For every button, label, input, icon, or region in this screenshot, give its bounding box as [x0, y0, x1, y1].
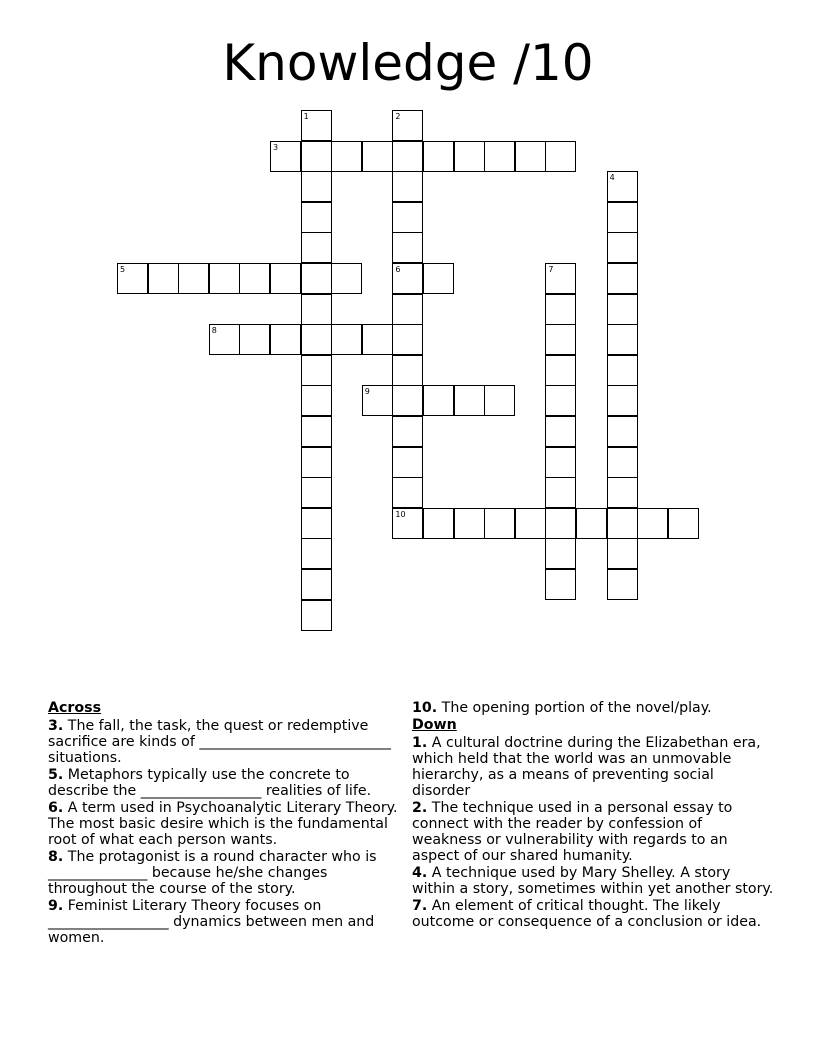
clue-text: A cultural doctrine during the Elizabethan era, which held that the world was an unmovable hierarchy, as a means of preventing social disorder: [412, 735, 761, 799]
clue-text: The technique used in a personal essay to connect with the reader by confession of weakness or vulnerability with regards to an aspect of our shared humanity.: [412, 800, 733, 864]
cell-number: 7: [548, 265, 554, 274]
grid-cell[interactable]: [239, 324, 270, 355]
clue-down-1: [412, 735, 774, 799]
grid-cell[interactable]: [607, 385, 638, 416]
clue-number: 8.: [48, 849, 64, 865]
grid-cell[interactable]: [607, 477, 638, 508]
clue-text: The opening portion of the novel/play.: [441, 700, 712, 716]
grid-cell[interactable]: [515, 508, 546, 539]
grid-cell[interactable]: [607, 171, 638, 202]
cell-number: 5: [120, 265, 126, 274]
grid-cell[interactable]: [331, 324, 362, 355]
clue-number: 5.: [48, 767, 64, 783]
cell-number: 8: [211, 326, 217, 336]
grid-cell[interactable]: [392, 477, 423, 508]
grid-cell[interactable]: [362, 385, 393, 416]
clue-text: An element of critical thought. The likely outcome or consequence of a conclusion or idea.: [412, 898, 762, 930]
clue-across-5: [48, 767, 404, 799]
clue-text: Metaphors typically use the concrete to describe the _________________ realities of life.: [48, 767, 372, 799]
clue-number: 7.: [412, 898, 428, 914]
grid-cell[interactable]: [545, 141, 576, 172]
grid-cell[interactable]: [607, 294, 638, 325]
grid-cell[interactable]: [484, 508, 515, 539]
grid-cell[interactable]: [545, 355, 576, 386]
grid-cell[interactable]: [576, 508, 607, 539]
clue-number: 4.: [412, 865, 428, 881]
cell-number: 2: [395, 112, 401, 121]
grid-cell[interactable]: [301, 141, 332, 172]
grid-cell[interactable]: [607, 569, 638, 600]
page-title: Knowledge /10: [222, 34, 594, 92]
grid-cell[interactable]: [331, 141, 362, 172]
grid-cell[interactable]: [607, 508, 638, 539]
grid-cell[interactable]: [270, 263, 301, 294]
clue-number: 2.: [412, 800, 428, 816]
clue-across-6: [48, 800, 404, 848]
grid-cell[interactable]: [117, 263, 148, 294]
cell-number: 10: [395, 509, 406, 519]
grid-cell[interactable]: [668, 508, 699, 539]
grid-cell[interactable]: [301, 385, 332, 416]
grid-cell[interactable]: [301, 569, 332, 600]
grid-cell[interactable]: [545, 538, 576, 569]
grid-cell[interactable]: [301, 600, 332, 631]
grid-cell[interactable]: [607, 355, 638, 386]
grid-cell[interactable]: [545, 263, 576, 294]
grid-cell[interactable]: [178, 263, 209, 294]
clue-down-2: [412, 800, 774, 864]
grid-cell[interactable]: [545, 324, 576, 355]
grid-cell[interactable]: [301, 232, 332, 263]
clue-text: A term used in Psychoanalytic Literary Theory. The most basic desire which is the fundamental root of what each person wants.: [48, 800, 398, 848]
grid-cell[interactable]: [423, 263, 454, 294]
grid-cell[interactable]: [362, 324, 393, 355]
cell-number: 3: [273, 142, 279, 152]
grid-cell[interactable]: [301, 294, 332, 325]
grid-cell[interactable]: [392, 141, 423, 172]
grid-cell[interactable]: [607, 263, 638, 294]
grid-cell[interactable]: [423, 385, 454, 416]
across-heading: Across: [48, 700, 102, 716]
grid-cell[interactable]: [331, 263, 362, 294]
clue-down-4: [412, 865, 774, 897]
grid-cell[interactable]: [515, 141, 546, 172]
grid-cell[interactable]: [545, 477, 576, 508]
grid-cell[interactable]: [545, 416, 576, 447]
grid-cell[interactable]: [301, 538, 332, 569]
grid-cell[interactable]: [637, 508, 668, 539]
grid-cell[interactable]: [209, 263, 240, 294]
grid-cell[interactable]: [454, 508, 485, 539]
grid-cell[interactable]: [301, 263, 332, 294]
grid-cell[interactable]: [392, 324, 423, 355]
down-heading: Down: [412, 717, 457, 733]
grid-cell[interactable]: [607, 232, 638, 263]
grid-cell[interactable]: [301, 171, 332, 202]
grid-cell[interactable]: [270, 141, 301, 172]
clue-down-7: [412, 898, 774, 930]
grid-cell[interactable]: [392, 355, 423, 386]
grid-cell[interactable]: [392, 385, 423, 416]
grid-cell[interactable]: [545, 508, 576, 539]
clue-text: A technique used by Mary Shelley. A story within a story, sometimes within yet another story.: [412, 865, 774, 897]
grid-cell[interactable]: [301, 447, 332, 478]
clues-right-column: [412, 700, 774, 931]
grid-cell[interactable]: [301, 477, 332, 508]
cell-number: 4: [609, 173, 615, 183]
cell-number: 6: [395, 265, 401, 274]
grid-cell[interactable]: [392, 171, 423, 202]
clue-text: The protagonist is a round character who is ______________ because he/she changes throughout the course of the story.: [48, 849, 377, 897]
cell-number: 9: [364, 387, 370, 397]
grid-cell[interactable]: [545, 385, 576, 416]
grid-cell[interactable]: [392, 416, 423, 447]
clue-across-3: [48, 718, 404, 766]
clue-across-10: [412, 700, 774, 716]
grid-cell[interactable]: [607, 447, 638, 478]
cell-number: 1: [303, 112, 309, 121]
grid-cell[interactable]: [392, 110, 423, 141]
grid-cell[interactable]: [607, 324, 638, 355]
grid-cell[interactable]: [392, 447, 423, 478]
grid-cell[interactable]: [454, 385, 485, 416]
grid-cell[interactable]: [148, 263, 179, 294]
clue-across-9: [48, 898, 404, 946]
clue-number: 6.: [48, 800, 64, 816]
grid-cell[interactable]: [301, 416, 332, 447]
grid-cell[interactable]: [301, 110, 332, 141]
grid-cell[interactable]: [454, 141, 485, 172]
clue-number: 1.: [412, 735, 428, 751]
grid-cell[interactable]: [545, 569, 576, 600]
grid-cell[interactable]: [392, 294, 423, 325]
grid-cell[interactable]: [607, 202, 638, 233]
grid-cell[interactable]: [392, 202, 423, 233]
grid-cell[interactable]: [270, 324, 301, 355]
grid-cell[interactable]: [209, 324, 240, 355]
grid-cell[interactable]: [362, 141, 393, 172]
grid-cell[interactable]: [392, 263, 423, 294]
grid-cell[interactable]: [484, 385, 515, 416]
grid-cell[interactable]: [545, 294, 576, 325]
grid-cell[interactable]: [392, 508, 423, 539]
grid-cell[interactable]: [423, 141, 454, 172]
clue-number: 10.: [412, 700, 438, 716]
clue-across-8: [48, 849, 404, 897]
grid-cell[interactable]: [301, 508, 332, 539]
grid-cell[interactable]: [239, 263, 270, 294]
grid-cell[interactable]: [484, 141, 515, 172]
clue-text: Feminist Literary Theory focuses on _________________ dynamics between men and women.: [48, 898, 375, 946]
grid-cell[interactable]: [607, 538, 638, 569]
grid-cell[interactable]: [423, 508, 454, 539]
clue-text: The fall, the task, the quest or redemptive sacrifice are kinds of ___________________________ situations.: [48, 718, 391, 766]
clues-left-column: [48, 700, 404, 947]
grid-cell[interactable]: [301, 324, 332, 355]
grid-cell[interactable]: [545, 447, 576, 478]
clue-number: 9.: [48, 898, 64, 914]
clue-number: 3.: [48, 718, 64, 734]
grid-cell[interactable]: [607, 416, 638, 447]
grid-cell[interactable]: [392, 232, 423, 263]
grid-cell[interactable]: [301, 202, 332, 233]
grid-cell[interactable]: [301, 355, 332, 386]
